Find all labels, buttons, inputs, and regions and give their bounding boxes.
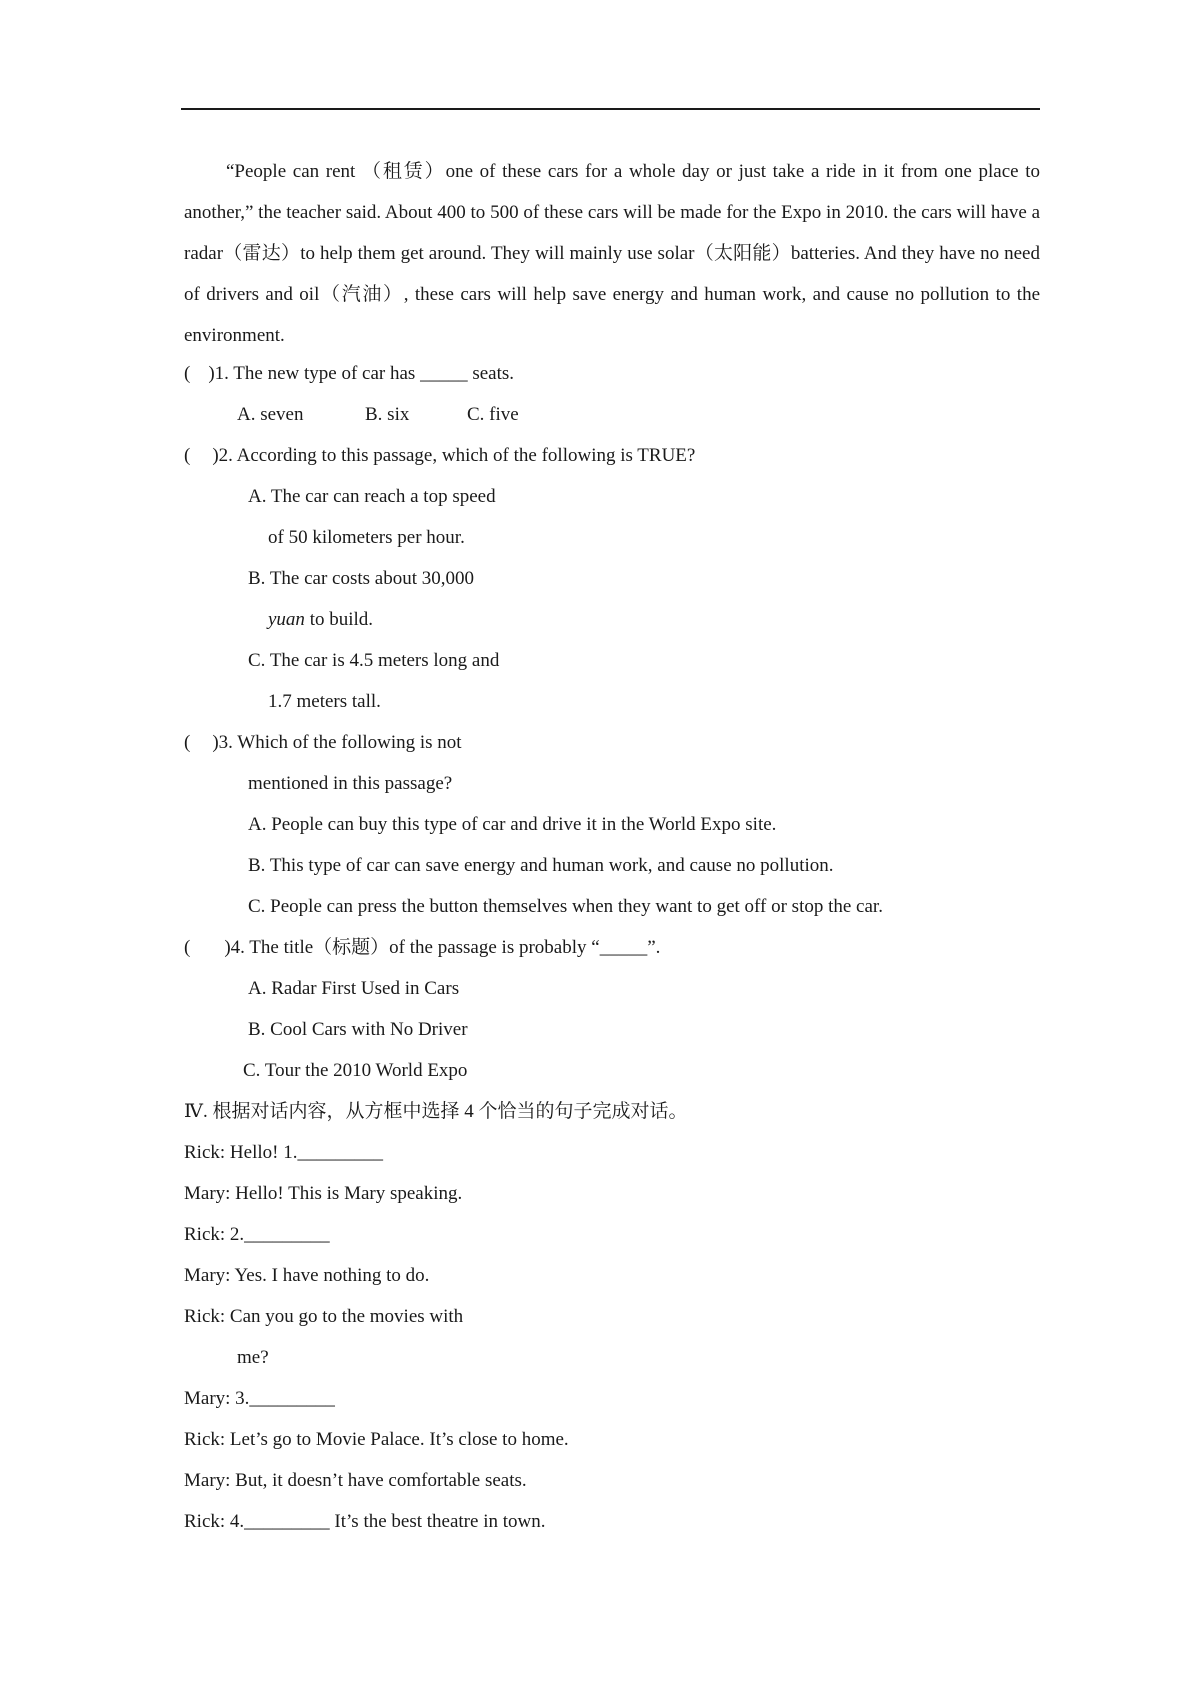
dialogue-line: Rick: 4._________ It’s the best theatre in town. <box>184 1511 546 1532</box>
passage-text: “People can rent <box>226 161 356 182</box>
option-2a-cont: of 50 kilometers per hour. <box>268 527 465 548</box>
option-2c: C. The car is 4.5 meters long and <box>248 650 500 671</box>
section-heading: Ⅳ. 根据对话内容，从方框中选择 4 个恰当的句子完成对话。 <box>184 1101 688 1122</box>
answer-paren: ( <box>184 732 191 753</box>
option-4c: C. Tour the 2010 World Expo <box>243 1060 468 1081</box>
option-3c: C. People can press the button themselves when they want to get off or stop the car. <box>248 896 883 917</box>
passage-text: to help them get around. They will mainly use solar <box>300 243 695 264</box>
dialogue-line: Rick: Hello! 1._________ <box>184 1142 383 1163</box>
question-stem: of the passage is probably “_____”. <box>389 937 661 958</box>
header-rule <box>181 108 1040 110</box>
question-stem: )1. The new type of car has _____ seats. <box>208 363 514 384</box>
question-2 <box>184 443 695 469</box>
passage-chinese-gloss: （雷达） <box>223 243 301 264</box>
option-2b: B. The car costs about 30,000 <box>248 568 475 589</box>
dialogue-line: Mary: Hello! This is Mary speaking. <box>184 1183 463 1204</box>
passage-chinese-gloss: （太阳能） <box>694 243 791 264</box>
question-3 <box>184 730 462 756</box>
option-text: to build. <box>304 609 374 630</box>
dialogue-line: Rick: 2._________ <box>184 1224 330 1245</box>
option-2c-cont: 1.7 meters tall. <box>268 691 381 712</box>
italic-word: yuan <box>268 609 305 630</box>
answer-paren: ( <box>184 445 191 466</box>
question-1 <box>184 361 514 387</box>
passage-chinese-gloss: （租赁） <box>362 161 446 182</box>
reading-passage <box>184 151 1040 356</box>
dialogue-line: Mary: 3._________ <box>184 1388 335 1409</box>
dialogue-line: Mary: But, it doesn’t have comfortable seats. <box>184 1470 527 1491</box>
answer-paren: ( <box>184 363 191 384</box>
option-1a: A. seven <box>237 404 304 425</box>
passage-text: batteries. And they have no need of drivers and oil <box>184 243 1040 305</box>
option-3a: A. People can buy this type of car and drive it in the World Expo site. <box>248 814 777 835</box>
question-stem: )4. The title <box>224 937 314 958</box>
option-2b-cont <box>268 607 373 633</box>
question-stem: )2. According to this passage, which of the following is TRUE? <box>212 445 696 466</box>
question-3-cont: mentioned in this passage? <box>248 773 453 794</box>
passage-text: one of these cars for a whole day or just take a ride in it from one place to another,” the teacher said. About 400 to 500 of these cars will be made for the Expo in 2010. the cars will have a radar <box>184 161 1040 264</box>
dialogue-line: Mary: Yes. I have nothing to do. <box>184 1265 430 1286</box>
question-chinese-gloss: （标题） <box>313 937 390 958</box>
option-4b: B. Cool Cars with No Driver <box>248 1019 468 1040</box>
option-4a: A. Radar First Used in Cars <box>248 978 460 999</box>
option-2a: A. The car can reach a top speed <box>248 486 496 507</box>
dialogue-line-cont: me? <box>237 1347 269 1368</box>
passage-text: , these cars will help save energy and human work, and cause no pollution to the environment. <box>184 284 1041 346</box>
passage-chinese-gloss: （汽油） <box>319 284 404 305</box>
passage-paragraph <box>184 151 1040 356</box>
option-3b: B. This type of car can save energy and human work, and cause no pollution. <box>248 855 834 876</box>
option-1c: C. five <box>467 404 519 425</box>
option-1b: B. six <box>365 404 410 425</box>
dialogue-line: Rick: Can you go to the movies with <box>184 1306 464 1327</box>
question-stem: )3. Which of the following is not <box>212 732 462 753</box>
answer-paren: ( <box>184 937 191 958</box>
dialogue-line: Rick: Let’s go to Movie Palace. It’s close to home. <box>184 1429 569 1450</box>
question-4 <box>184 935 660 961</box>
